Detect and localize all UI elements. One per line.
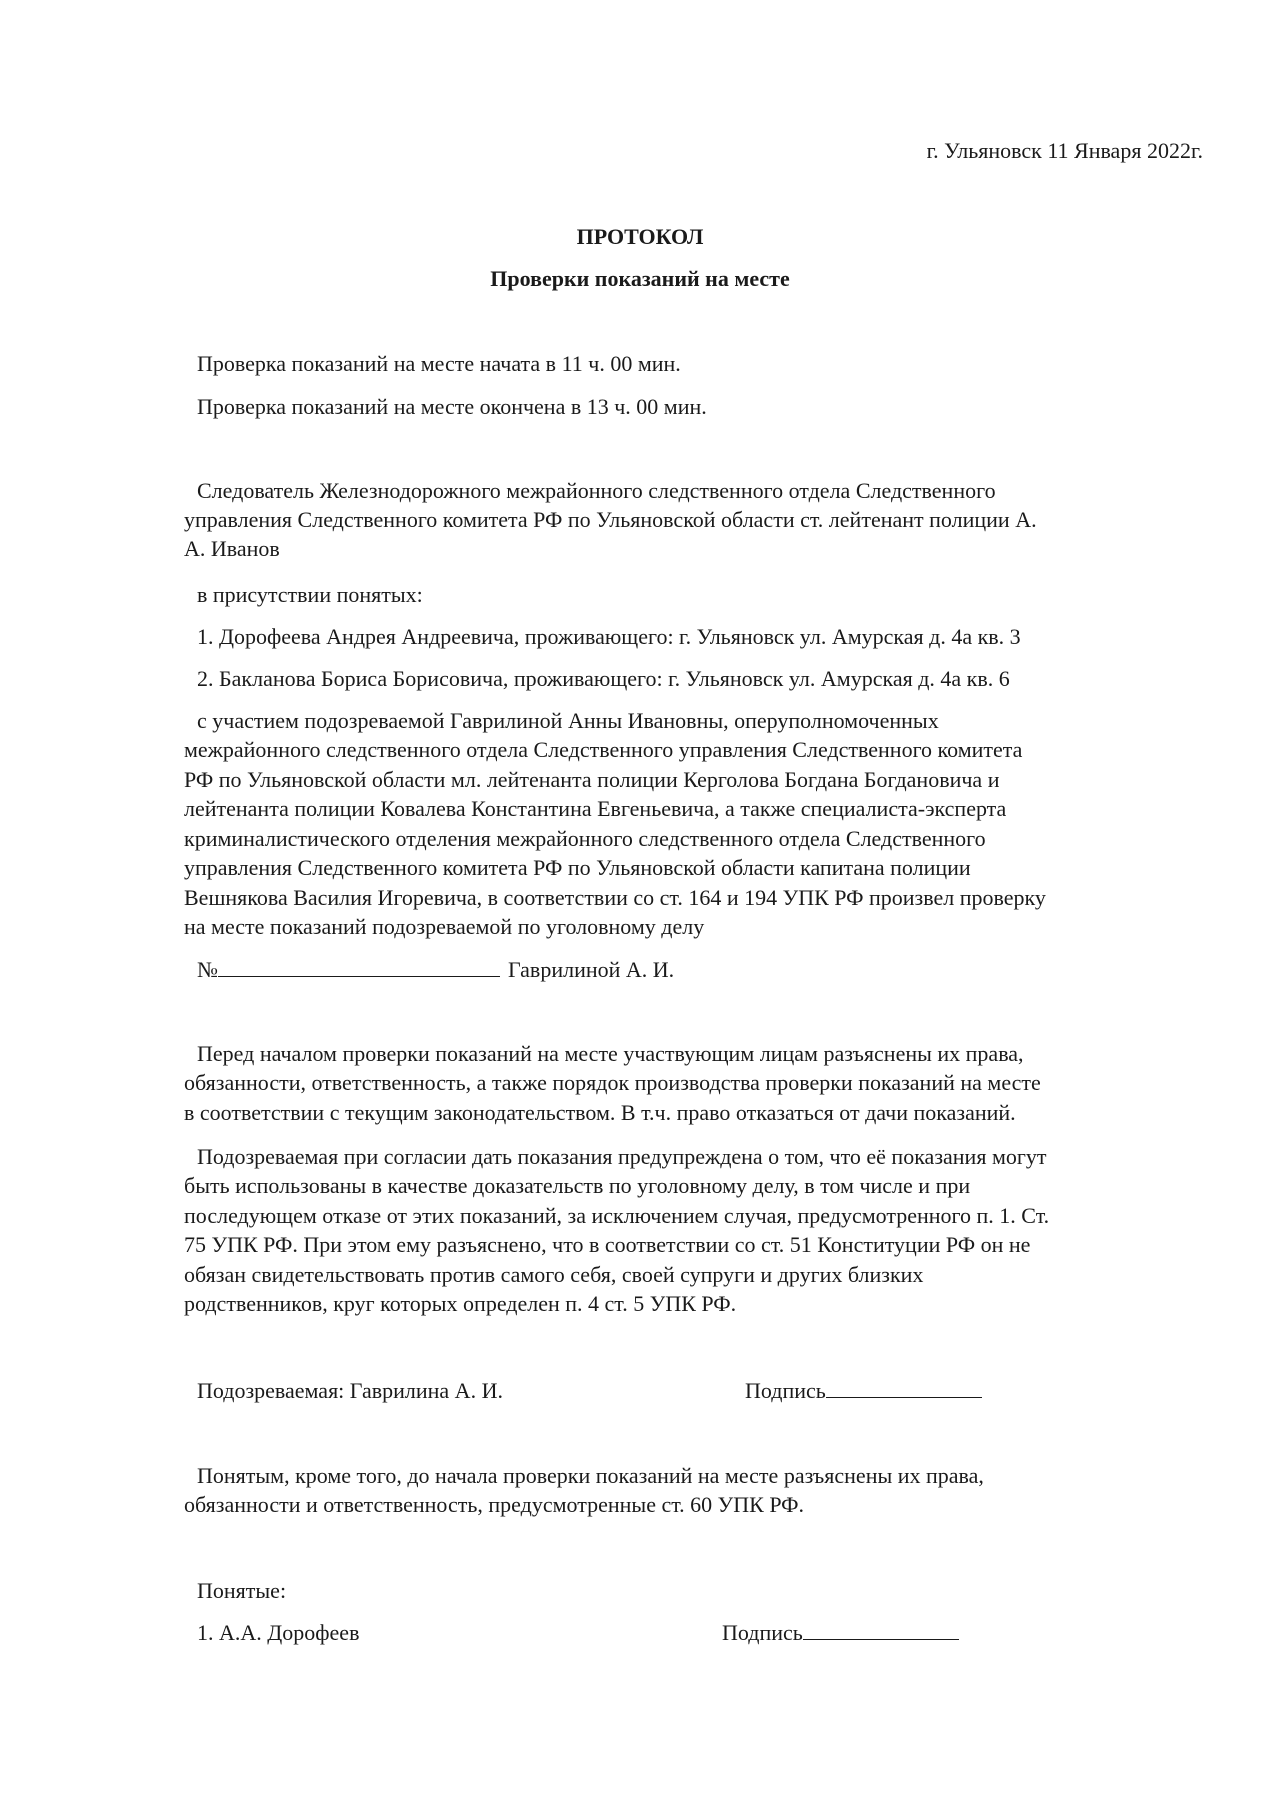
rights-line: Перед началом проверки показаний на месте участвующим лицам разъяснены их права, xyxy=(197,1041,1024,1066)
investigator-line-2: управления Следственного комитета РФ по Ульяновской области ст. лейтенант полиции А. xyxy=(184,507,1037,532)
investigator-line-3: А. Иванов xyxy=(184,536,280,561)
witnesses-heading: Понятые: xyxy=(197,1578,287,1603)
witness-rights-line: обязанности и ответственность, предусмотренные ст. 60 УПК РФ. xyxy=(184,1492,805,1517)
rights-line: в соответствии с текущим законодательством. В т.ч. право отказаться от дачи показаний. xyxy=(184,1100,1016,1125)
participants-line: на месте показаний подозреваемой по уголовному делу xyxy=(184,914,705,939)
case-number-line xyxy=(197,955,674,985)
case-number-blank xyxy=(218,956,500,977)
investigator-line-1: Следователь Железнодорожного межрайонного следственного отдела Следственного xyxy=(197,478,996,503)
date-line: г. Ульяновск 11 Января 2022г. xyxy=(926,138,1203,163)
witness-signature xyxy=(722,1618,959,1648)
participants-line: межрайонного следственного отдела Следственного управления Следственного комитета xyxy=(184,737,1023,762)
warning-line: обязан свидетельствовать против самого себя, своей супруги и других близких xyxy=(184,1262,924,1287)
witness-signature-text: Подпись xyxy=(722,1620,803,1645)
suspect-signature-blank xyxy=(826,1377,982,1398)
suspect-signature-label: Подозреваемая: Гаврилина А. И. xyxy=(197,1378,503,1403)
suspect-signature xyxy=(745,1376,982,1406)
start-time: Проверка показаний на месте начата в 11 ч. 00 мин. xyxy=(197,351,681,376)
warning-line: последующем отказе от этих показаний, за исключением случая, предусмотренного п. 1. Ст. xyxy=(184,1203,1050,1228)
warning-line: Подозреваемая при согласии дать показания предупреждена о том, что её показания могут xyxy=(197,1144,1047,1169)
witness-signature-name: 1. А.А. Дорофеев xyxy=(197,1620,360,1645)
participants-line: управления Следственного комитета РФ по Ульяновской области капитана полиции xyxy=(184,855,971,880)
warning-line: быть использованы в качестве доказательств по уголовному делу, в том числе и при xyxy=(184,1173,971,1198)
end-time: Проверка показаний на месте окончена в 13 ч. 00 мин. xyxy=(197,394,707,419)
witness-item: 2. Бакланова Бориса Борисовича, проживающего: г. Ульяновск ул. Амурская д. 4а кв. 6 xyxy=(197,666,1010,691)
witness-rights-line: Понятым, кроме того, до начала проверки показаний на месте разъяснены их права, xyxy=(197,1463,984,1488)
case-number-prefix: № xyxy=(197,957,218,982)
suspect-signature-text: Подпись xyxy=(745,1378,826,1403)
document-title: ПРОТОКОЛ xyxy=(576,224,704,249)
case-number-suffix: Гаврилиной А. И. xyxy=(508,957,675,982)
witnesses-intro: в присутствии понятых: xyxy=(197,582,423,607)
warning-line: родственников, круг которых определен п. 4 ст. 5 УПК РФ. xyxy=(184,1291,737,1316)
witness-item: 1. Дорофеева Андрея Андреевича, проживающего: г. Ульяновск ул. Амурская д. 4а кв. 3 xyxy=(197,624,1021,649)
participants-line: Вешнякова Василия Игоревича, в соответствии со ст. 164 и 194 УПК РФ произвел проверку xyxy=(184,885,1046,910)
witness-signature-blank xyxy=(803,1619,959,1640)
rights-line: обязанности, ответственность, а также порядок производства проверки показаний на месте xyxy=(184,1070,1041,1095)
participants-line: РФ по Ульяновской области мл. лейтенанта полиции Керголова Богдана Богдановича и xyxy=(184,767,1000,792)
warning-line: 75 УПК РФ. При этом ему разъяснено, что в соответствии со ст. 51 Конституции РФ он не xyxy=(184,1232,1031,1257)
document-subtitle: Проверки показаний на месте xyxy=(490,266,790,291)
participants-line: криминалистического отделения межрайонного следственного отдела Следственного xyxy=(184,826,986,851)
participants-line: лейтенанта полиции Ковалева Константина Евгеньевича, а также специалиста-эксперта xyxy=(184,796,1007,821)
participants-line: с участием подозреваемой Гаврилиной Анны Ивановны, оперуполномоченных xyxy=(197,708,939,733)
